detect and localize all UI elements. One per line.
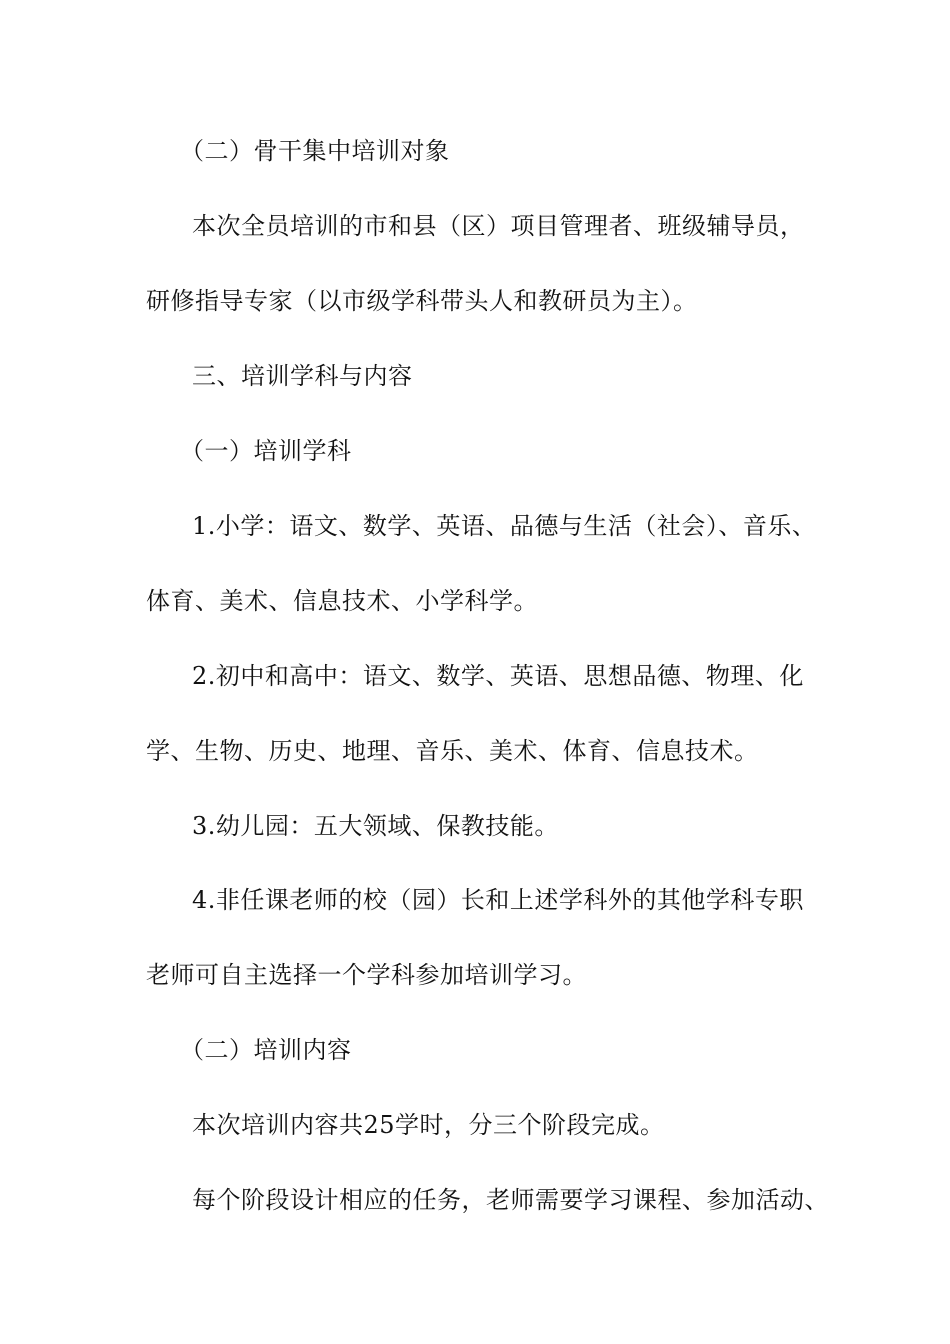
paragraph-line: 老师可自主选择一个学科参加培训学习。 [146, 961, 587, 989]
section-heading-training-subjects: （一）培训学科 [180, 437, 352, 465]
section-heading-training-content: （二）培训内容 [180, 1036, 352, 1064]
paragraph-line: 研修指导专家（以市级学科带头人和教研员为主）。 [146, 287, 698, 315]
list-item-primary: 1.小学：语文、数学、英语、品德与生活（社会）、音乐、 [192, 512, 817, 540]
paragraph-line: 本次培训内容共25学时，分三个阶段完成。 [192, 1111, 665, 1139]
paragraph-line: 学、生物、历史、地理、音乐、美术、体育、信息技术。 [146, 737, 759, 765]
list-item-secondary: 2.初中和高中：语文、数学、英语、思想品德、物理、化 [192, 662, 804, 690]
paragraph-line: 体育、美术、信息技术、小学科学。 [146, 587, 538, 615]
section-heading-key-training-targets: （二）骨干集中培训对象 [180, 137, 450, 165]
list-item-kindergarten: 3.幼儿园：五大领域、保教技能。 [192, 812, 559, 840]
paragraph-line: 本次全员培训的市和县（区）项目管理者、班级辅导员， [192, 212, 805, 240]
section-heading-subjects-and-content: 三、培训学科与内容 [192, 362, 413, 390]
paragraph-line: 每个阶段设计相应的任务，老师需要学习课程、参加活动、 [192, 1186, 829, 1214]
list-item-other-teachers: 4.非任课老师的校（园）长和上述学科外的其他学科专职 [192, 886, 804, 914]
